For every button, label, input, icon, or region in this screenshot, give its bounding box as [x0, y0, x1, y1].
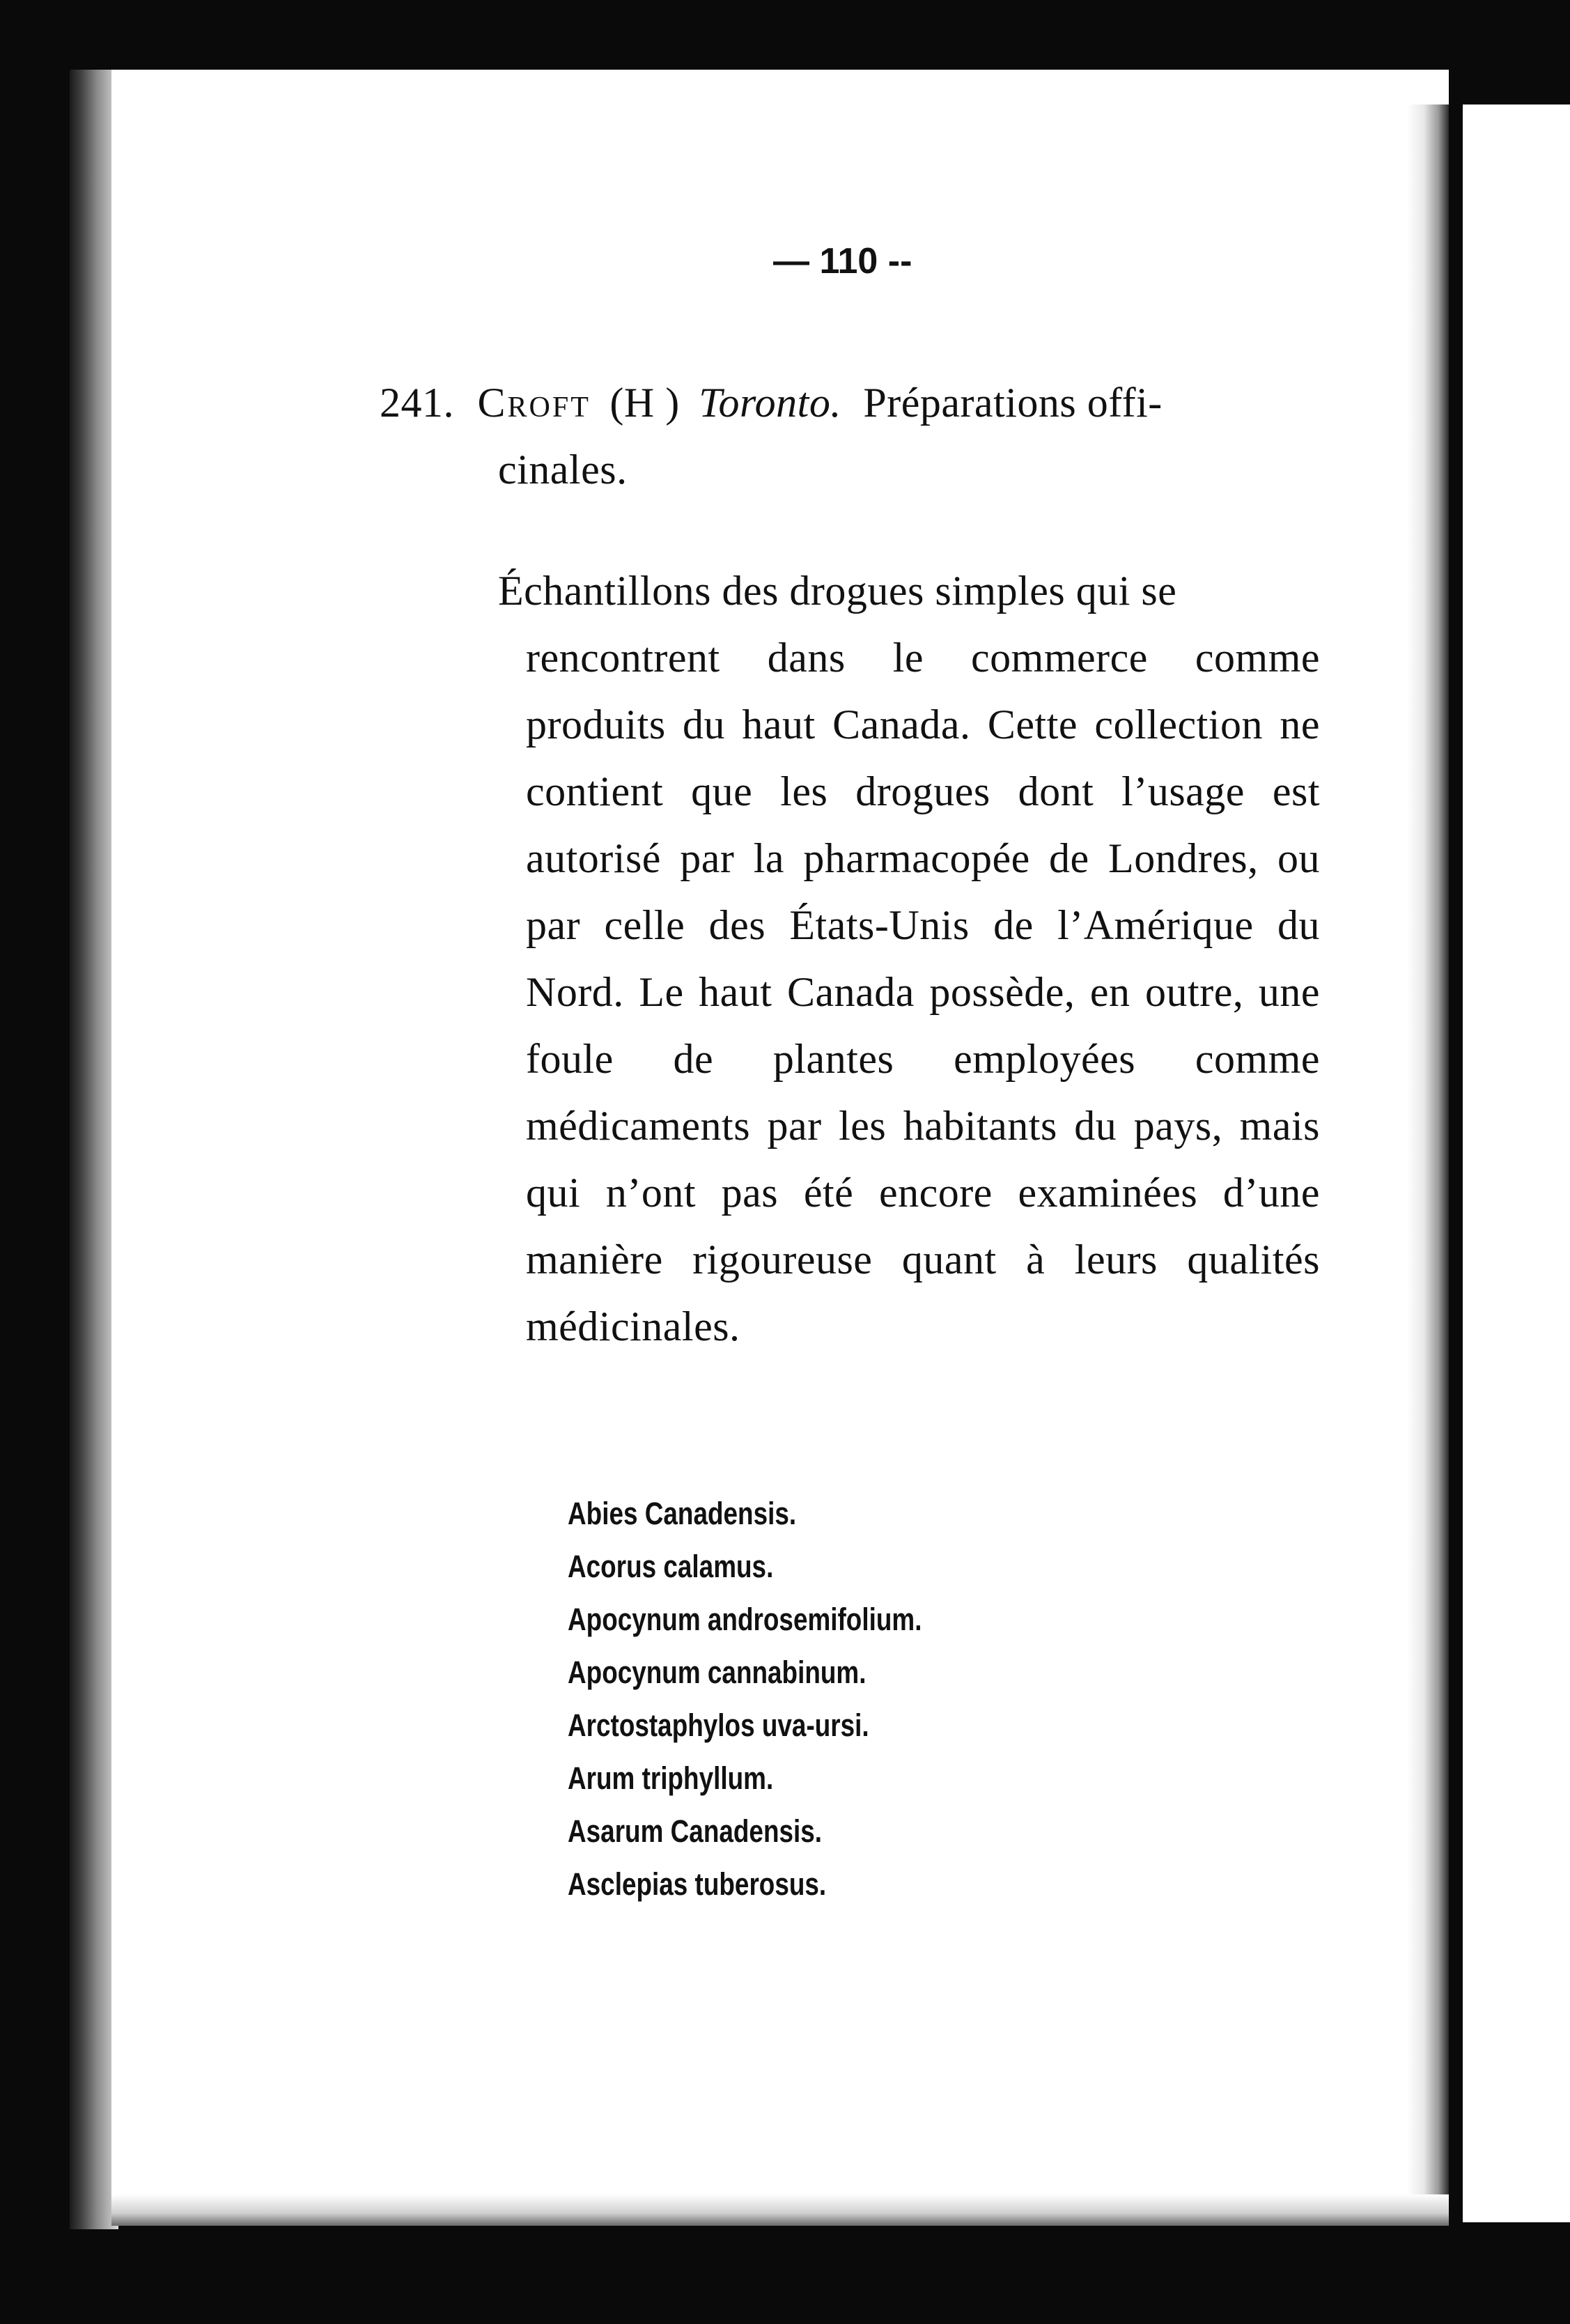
plant-item: Apocynum androsemifolium. [568, 1602, 922, 1637]
plant-item: Arctostaphylos uva-ursi. [568, 1707, 869, 1743]
plant-item: Apocynum cannabinum. [568, 1655, 866, 1690]
plant-item: Abies Canadensis. [568, 1496, 797, 1531]
adjacent-page-edge [1463, 104, 1570, 2222]
plant-item: Arum triphyllum. [568, 1760, 774, 1796]
entry-author-initial: (H ) [609, 380, 680, 426]
entry-number: 241. [380, 380, 454, 426]
description-body: rencontrent dans le commerce comme produits du haut Canada. Cette collection ne contient que les drogues dont l’usage est autorisé par la pharmacopée de Londres, ou par celle des États-Unis de l’Amérique du Nord. Le haut Canada possède, en outre, une foule de plantes employées comme médicaments par les habitants du pays, mais qui n’ont pas été encore examinées d’une manière rigoureuse quant à leurs qualités médicinales. [526, 635, 1320, 1349]
page-gutter [1407, 104, 1449, 2222]
plant-item: Asarum Canadensis. [568, 1813, 823, 1849]
entry-heading [380, 369, 1334, 503]
description-first-line: Échantillons des drogues simples qui se [498, 568, 1177, 614]
page-bottom-edge [111, 2194, 1449, 2226]
entry-title-part1: Préparations offi- [863, 380, 1163, 426]
entry-author: Croft [477, 380, 591, 426]
entry-title-part2: cinales. [498, 447, 628, 493]
plant-item: Asclepias tuberosus. [568, 1866, 827, 1902]
page-number: — 110 -- [773, 241, 912, 281]
entry-description [498, 557, 1320, 1360]
entry-place: Toronto. [699, 380, 841, 426]
plant-item: Acorus calamus. [568, 1549, 774, 1584]
plant-list [568, 1487, 922, 1911]
